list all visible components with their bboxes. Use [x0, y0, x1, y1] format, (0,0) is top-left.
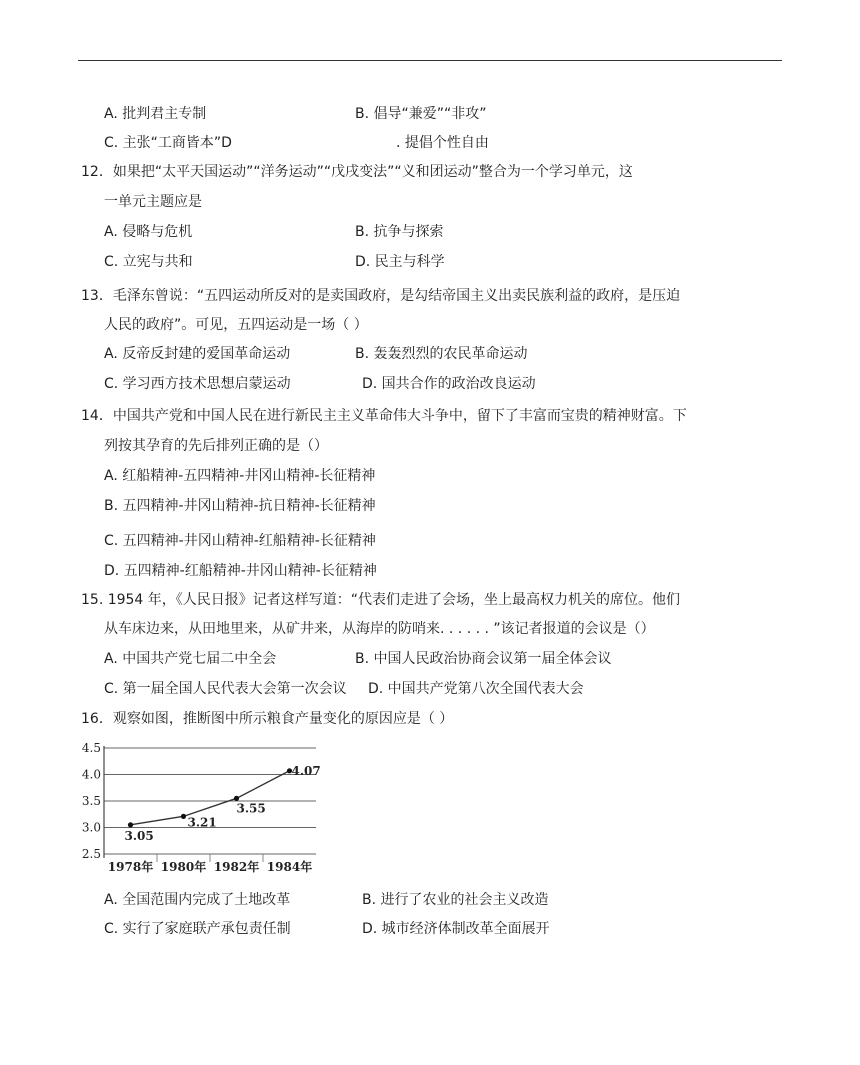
q11-option-a[interactable]: A. 批判君主专制 — [104, 106, 207, 122]
q15-option-d[interactable]: D. 中国共产党第八次全国代表大会 — [368, 681, 584, 697]
chart-data-label: 4.07 — [291, 763, 321, 778]
q14-stem-line2: 列按其孕育的先后排列正确的是（） — [104, 438, 328, 454]
q12-option-c[interactable]: C. 立宪与共和 — [104, 254, 193, 270]
chart-x-ticks — [108, 854, 312, 874]
q13-option-c[interactable]: C. 学习西方技术思想启蒙运动 — [104, 376, 291, 392]
q13-stem-line1: 13．毛泽东曾说：“五四运动所反对的是卖国政府，是勾结帝国主义出卖民族利益的政府，是压迫 — [81, 288, 681, 304]
grain-output-chart — [80, 738, 324, 878]
q14-option-a[interactable]: A. 红船精神-五四精神-井冈山精神-长征精神 — [104, 468, 376, 484]
chart-y-tick-label: 4.5 — [81, 741, 101, 755]
q12-option-d[interactable]: D. 民主与科学 — [355, 254, 445, 270]
q15-option-c[interactable]: C. 第一届全国人民代表大会第一次会议 — [104, 681, 347, 697]
chart-x-tick-label: 1980年 — [160, 860, 207, 874]
q15-option-b[interactable]: B. 中国人民政治协商会议第一届全体会议 — [355, 651, 612, 667]
q13-option-d[interactable]: D. 国共合作的政治改良运动 — [362, 376, 536, 392]
q16-stem: 16．观察如图，推断图中所示粮食产量变化的原因应是（ ） — [81, 711, 454, 727]
q11-option-d[interactable]: . 提倡个性自由 — [396, 135, 489, 151]
q13-option-b[interactable]: B. 轰轰烈烈的农民革命运动 — [355, 346, 528, 362]
chart-data-point — [234, 796, 239, 801]
chart-x-tick-label: 1982年 — [213, 860, 260, 874]
q14-option-b[interactable]: B. 五四精神-井冈山精神-抗日精神-长征精神 — [104, 498, 376, 514]
q14-option-d[interactable]: D. 五四精神-红船精神-井冈山精神-长征精神 — [104, 563, 377, 579]
chart-data-label: 3.05 — [124, 828, 154, 843]
q13-stem-line2: 人民的政府”。可见，五四运动是一场（ ） — [104, 317, 368, 333]
chart-y-tick-label: 4.0 — [81, 767, 101, 782]
q13-option-a[interactable]: A. 反帝反封建的爱国革命运动 — [104, 346, 291, 362]
chart-data-point — [181, 814, 186, 819]
q12-option-a[interactable]: A. 侵略与危机 — [104, 224, 193, 240]
chart-data-label: 3.55 — [236, 801, 266, 816]
q14-option-c[interactable]: C. 五四精神-井冈山精神-红船精神-长征精神 — [104, 533, 376, 549]
q12-stem-line1: 12．如果把“太平天国运动”“洋务运动”“戊戌变法”“义和团运动”整合为一个学习单元，这 — [81, 164, 633, 180]
q12-stem-line2: 一单元主题应是 — [104, 194, 202, 210]
q16-option-b[interactable]: B. 进行了农业的社会主义改造 — [362, 892, 549, 908]
chart-y-tick-label: 3.5 — [81, 794, 101, 808]
q15-stem-line1: 15. 1954 年，《人民日报》记者这样写道：“代表们走进了会场，坐上最高权力机关的席位。他们 — [81, 592, 681, 608]
q14-stem-line1: 14．中国共产党和中国人民在进行新民主主义革命伟大斗争中，留下了丰富而宝贵的精神财富。下 — [81, 408, 687, 424]
q16-option-d[interactable]: D. 城市经济体制改革全面展开 — [362, 921, 550, 937]
q11-option-b[interactable]: B. 倡导“兼爱”“非攻” — [355, 106, 487, 122]
chart-y-tick-label: 3.0 — [81, 820, 101, 835]
header-rule — [78, 60, 782, 61]
chart-y-ticks — [82, 741, 101, 861]
chart-data-point — [128, 822, 133, 827]
chart-x-tick-label: 1984年 — [266, 860, 313, 874]
chart-x-tick-label: 1978年 — [107, 860, 154, 874]
q16-option-a[interactable]: A. 全国范围内完成了土地改革 — [104, 892, 291, 908]
chart-data-label: 3.21 — [187, 815, 217, 830]
q15-stem-line2: 从车床边来，从田地里来，从矿井来，从海岸的防哨来. . . . . . ”该记者报道的会议是（） — [104, 621, 655, 637]
q11-option-c[interactable]: C. 主张“工商皆本”D — [104, 135, 232, 151]
chart-y-tick-label: 2.5 — [81, 847, 101, 861]
q15-option-a[interactable]: A. 中国共产党七届二中全会 — [104, 651, 277, 667]
q12-option-b[interactable]: B. 抗争与探索 — [355, 224, 444, 240]
q16-option-c[interactable]: C. 实行了家庭联产承包责任制 — [104, 921, 291, 937]
